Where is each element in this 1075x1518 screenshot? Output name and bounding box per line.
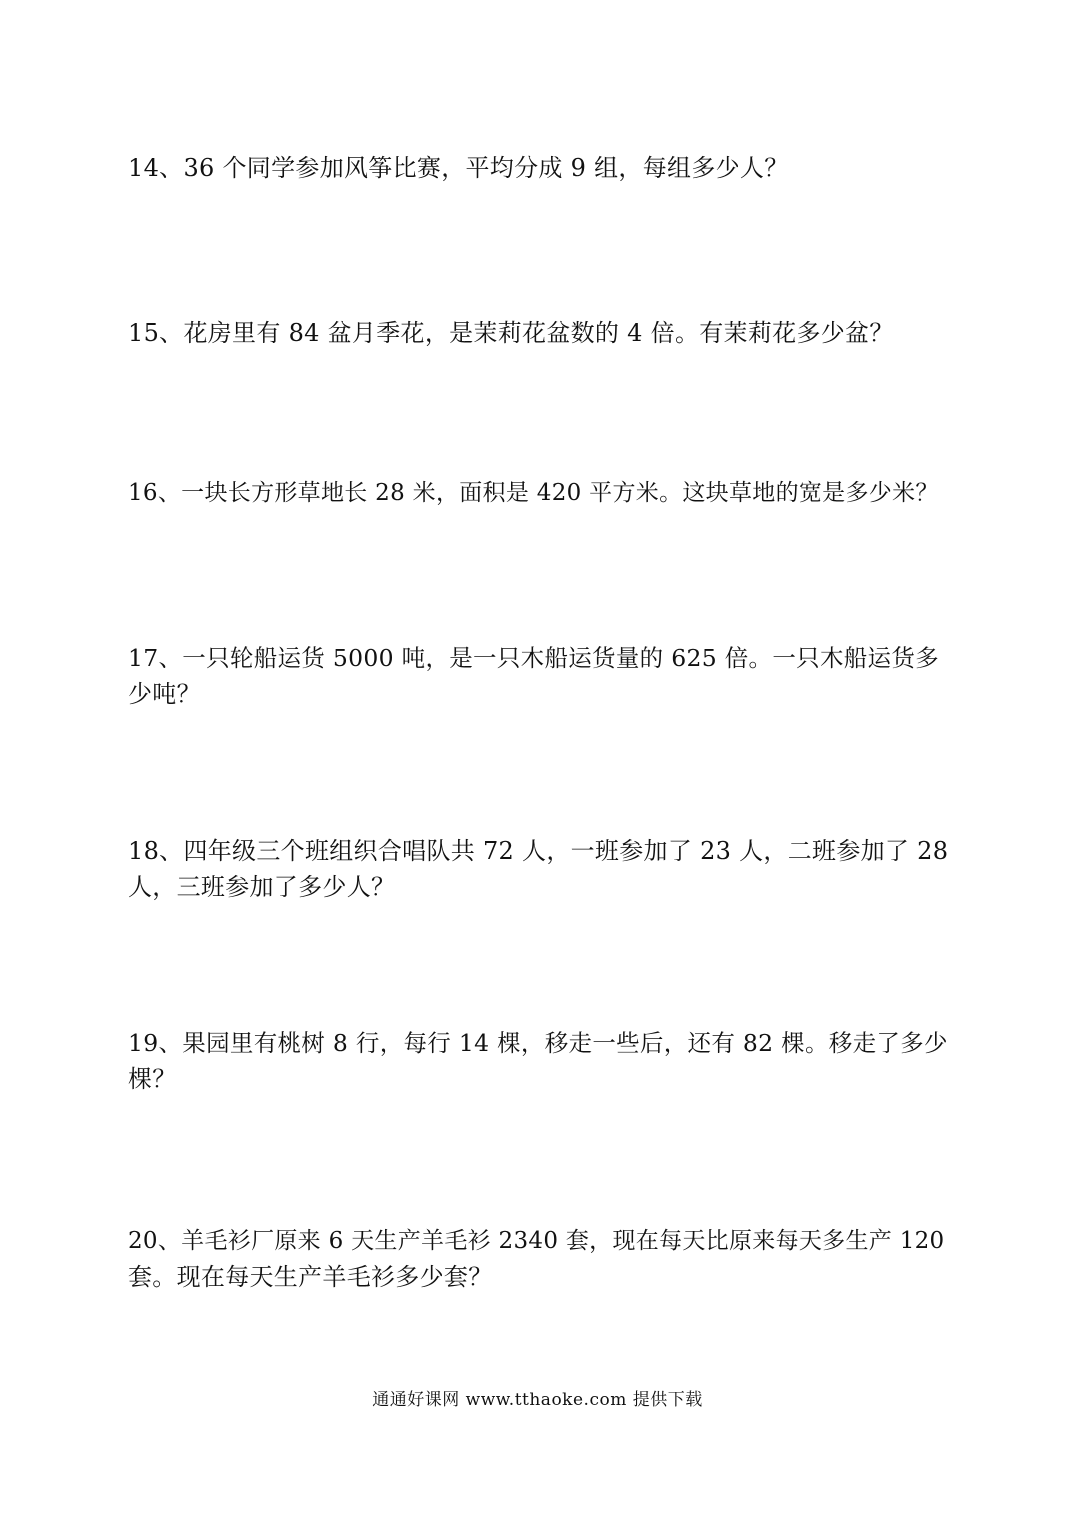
problem-17-line-2: 少吨？ [128, 680, 201, 708]
problem-14-line-1: 14、36 个同学参加风筝比赛，平均分成 9 组，每组多少人？ [128, 154, 789, 182]
problem-20-line-2: 套。现在每天生产羊毛衫多少套？ [128, 1263, 493, 1291]
problem-20 [128, 1223, 952, 1295]
problem-16-line-1: 16、一块长方形草地长 28 米，面积是 420 平方米。这块草地的宽是多少米？ [128, 480, 939, 506]
problem-17-line-1: 17、一只轮船运货 5000 吨，是一只木船运货量的 625 倍。一只木船运货多 [128, 644, 939, 672]
problem-19-line-1: 19、果园里有桃树 8 行，每行 14 棵，移走一些后，还有 82 棵。移走了多少 [128, 1029, 948, 1057]
problem-18 [128, 833, 952, 905]
page-footer: 通通好课网 www.tthaoke.com 提供下载 [372, 1390, 703, 1410]
problem-18-line-2: 人，三班参加了多少人？ [128, 873, 396, 901]
problem-20-line-1: 20、羊毛衫厂原来 6 天生产羊毛衫 2340 套，现在每天比原来每天多生产 120 [128, 1228, 945, 1254]
problem-16 [128, 475, 952, 511]
problem-18-line-1: 18、四年级三个班组织合唱队共 72 人，一班参加了 23 人，二班参加了 28 [128, 837, 949, 865]
problem-19-line-2: 棵？ [128, 1065, 177, 1093]
problem-15-line-1: 15、花房里有 84 盆月季花，是茉莉花盆数的 4 倍。有茉莉花多少盆？ [128, 319, 894, 347]
problem-14 [128, 150, 952, 186]
problem-19 [128, 1025, 952, 1097]
problem-15 [128, 315, 952, 351]
problem-17 [128, 640, 952, 712]
